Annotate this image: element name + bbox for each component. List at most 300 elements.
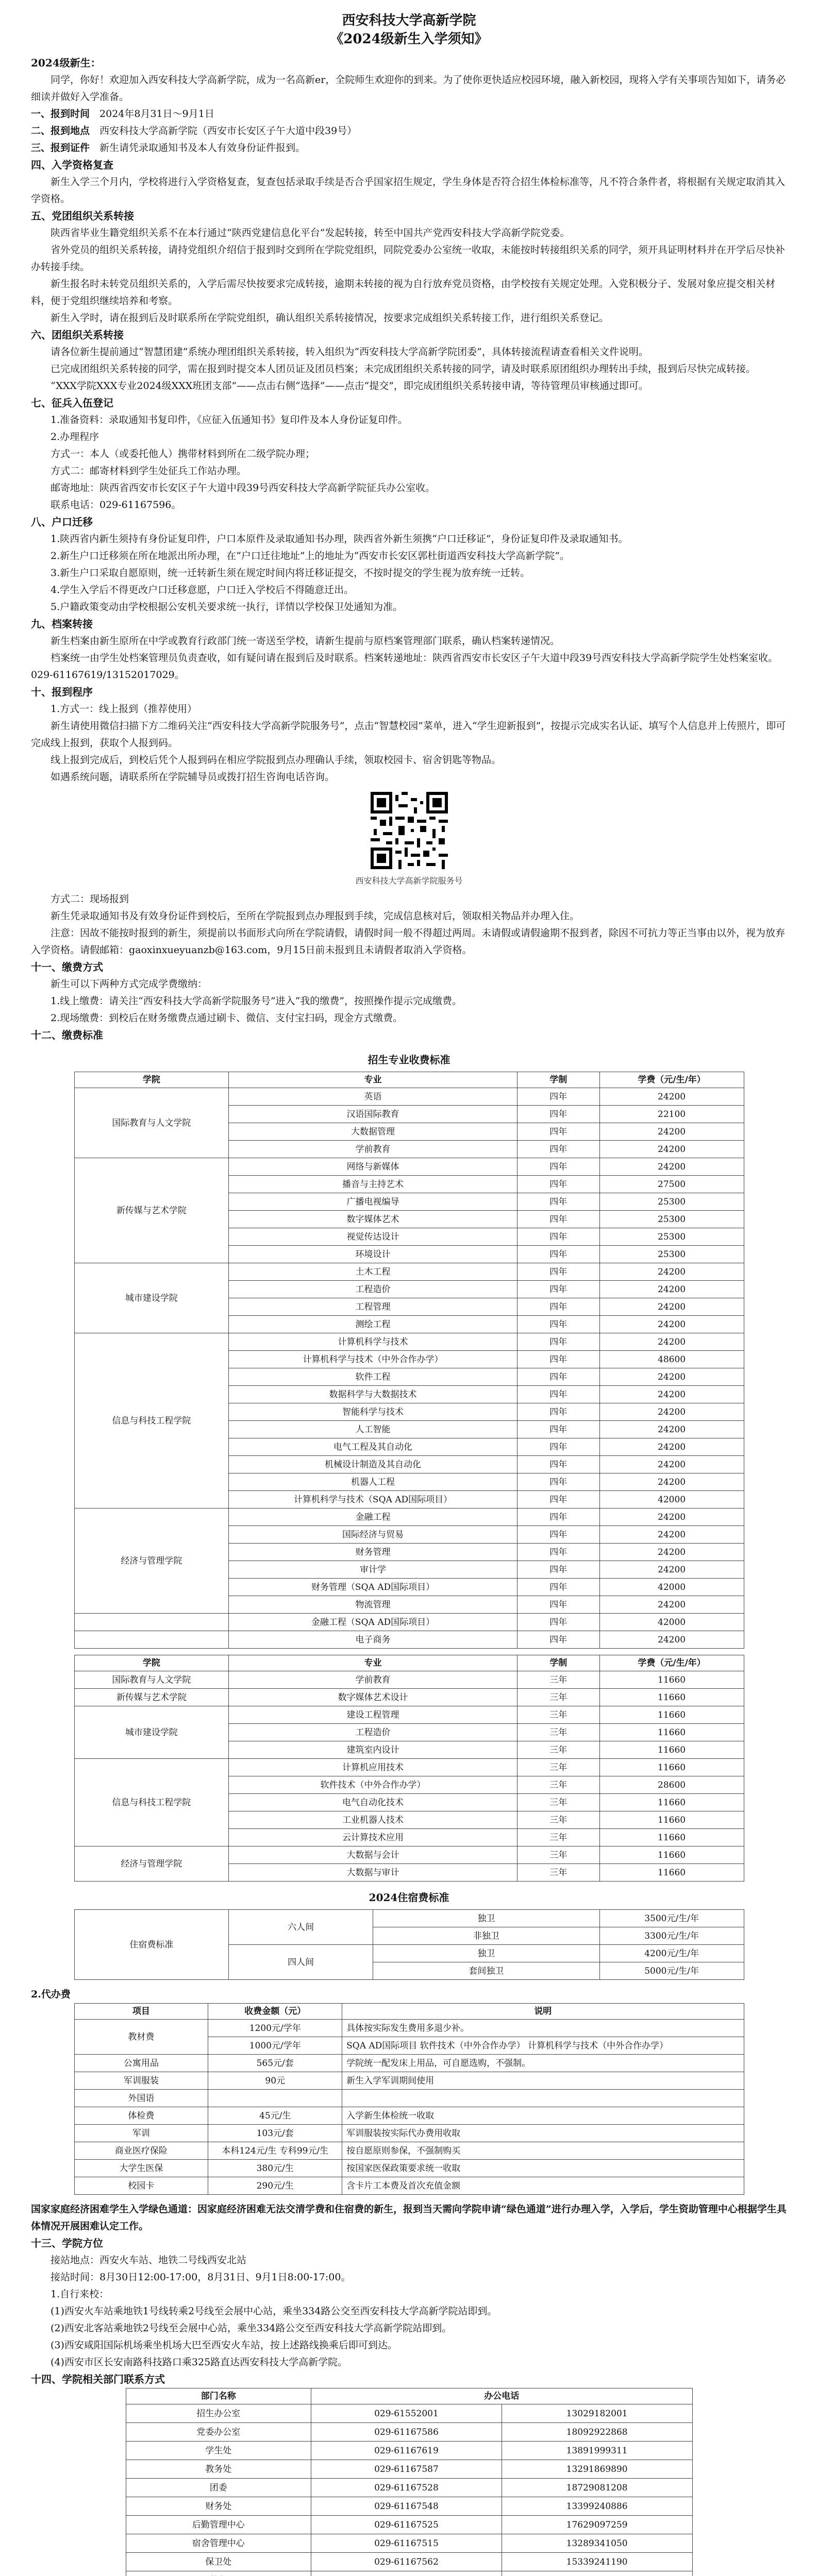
fee-years: 四年: [517, 1368, 599, 1386]
contact-mobile-phone: 17629097259: [502, 2516, 692, 2534]
fee-tuition: 24200: [599, 1421, 744, 1438]
fee-tuition: 24200: [599, 1333, 744, 1351]
fee2-years: 三年: [517, 1811, 599, 1829]
misc-amount: 90元: [208, 2072, 342, 2090]
reg-cert-line: [31, 140, 787, 157]
dorm-bath: 非独卫: [373, 1927, 600, 1945]
fee2-tuition: 11660: [599, 1724, 744, 1741]
fee-years: 四年: [517, 1596, 599, 1614]
fee2-major: 学前教育: [229, 1671, 517, 1689]
misc-amount: 1000元/学年: [208, 2037, 342, 2055]
fee-tuition: 24200: [599, 1438, 744, 1456]
contacts-table: [126, 2388, 693, 2576]
contact-dept: 保卫处: [126, 2553, 311, 2571]
misc-row: [74, 2125, 744, 2142]
fee-major: 环境设计: [229, 1246, 517, 1263]
contacts-head-dept: 部门名称: [126, 2388, 311, 2404]
reg-time-heading: 一、报到时间: [31, 108, 90, 120]
fee2-major: 软件技术（中外合作办学）: [229, 1776, 517, 1794]
misc-item: 外国语: [74, 2090, 208, 2107]
fee-major: 工程管理: [229, 1298, 517, 1316]
fee-tuition: 24200: [599, 1298, 744, 1316]
dorm-room-type: 四人间: [229, 1945, 373, 1980]
fee-years: 四年: [517, 1333, 599, 1351]
fee2-major: 电气自动化技术: [229, 1794, 517, 1811]
fee-row: [74, 1333, 744, 1351]
contacts-head-phone: 办公电话: [311, 2388, 692, 2404]
misc-row: [74, 2090, 744, 2107]
section-5-text-4: 新生入学时，请在报到后及时联系所在学院党组织，确认组织关系转接情况，按要求完成组织关系转接工作，进行组织关系登记。: [51, 312, 609, 324]
fee-years: 四年: [517, 1351, 599, 1368]
section-7-text-5: 邮寄地址：陕西省西安市长安区子午大道中段39号西安科技大学高新学院征兵办公室收。: [51, 482, 436, 494]
fee2-major: 建设工程管理: [229, 1706, 517, 1724]
section-5-text-1: 陕西省毕业生籍党组织关系不在本行通过“陕西党建信息化平台”发起转接，转至中国共产党西安科技大学高新学院党委。: [51, 227, 570, 239]
fee2-tuition: 11660: [599, 1829, 744, 1846]
misc-head-item: 项目: [74, 2004, 208, 2020]
section-5-text-2: 省外党员的组织关系转接，请持党组织介绍信于报到时交到所在学院党组织，同院党委办公室统一收取，未能按时转接组织关系的同学，须开具证明材料并在开学后尽快补办转接手续。: [31, 244, 786, 273]
dorm-label: 住宿费标准: [74, 1910, 229, 1980]
fee-years: 四年: [517, 1141, 599, 1158]
fee2-college: 城市建设学院: [74, 1706, 229, 1759]
contact-office-phone: 029-61167586: [311, 2423, 502, 2442]
contact-row: [126, 2460, 692, 2479]
misc-note: 按自愿原则参保，不强制购买: [342, 2142, 744, 2160]
fee-tuition: 24200: [599, 1561, 744, 1579]
dorm-price: 4200元/生/年: [599, 1945, 744, 1962]
fee-years: 四年: [517, 1509, 599, 1526]
misc-amount: 45元/生: [208, 2107, 342, 2125]
misc-note: 新生入学军训期间使用: [342, 2072, 744, 2090]
fee-major: 国际经济与贸易: [229, 1526, 517, 1544]
misc-amount: 565元/套: [208, 2055, 342, 2072]
fee2-major: 计算机应用技术: [229, 1759, 517, 1776]
dorm-bath: 独卫: [373, 1910, 600, 1927]
misc-table-header: [74, 2004, 744, 2020]
fee2-tuition: 11660: [599, 1794, 744, 1811]
fee2-table-header: [74, 1655, 744, 1671]
fee-tuition: 22100: [599, 1106, 744, 1123]
fee-years: 四年: [517, 1473, 599, 1491]
fee2-row: [74, 1759, 744, 1776]
contact-dept: 宿舍管理中心: [126, 2534, 311, 2553]
misc-amount: 380元/生: [208, 2160, 342, 2177]
section-13-text-4: (1)西安火车站乘地铁1号线转乘2号线至会展中心站，乘坐334路公交至西安科技大学高新学院站即到。: [51, 2306, 497, 2317]
section-7-text-1: 1.准备资料：录取通知书复印件，《应征入伍通知书》复印件及本人身份证复印件。: [51, 414, 408, 426]
fee-head-tuition: 学费（元/生/年）: [599, 1072, 744, 1088]
dorm-fee-table: [74, 1909, 744, 1980]
section-9-text-2: 档案统一由学生处档案管理员负责查收，如有疑问请在报到后及时联系。档案转递地址：陕西省西安市长安区子午大道中段39号西安科技大学高新学院学生处档案室收。: [51, 652, 778, 664]
misc-row: [74, 2107, 744, 2125]
dorm-price: 3300元/生/年: [599, 1927, 744, 1945]
fee-years: 四年: [517, 1106, 599, 1123]
misc-head-note: 说明: [342, 2004, 744, 2020]
contact-row: [126, 2404, 692, 2423]
fee2-years: 三年: [517, 1741, 599, 1759]
fee-major: 审计学: [229, 1561, 517, 1579]
section-8-heading: 八、户口迁移: [31, 516, 93, 528]
contact-mobile-phone: 13399240886: [502, 2497, 692, 2516]
section-13-text-2: 接站时间：8月30日12:00-17:00，8月31日、9月1日8:00-17:00。: [51, 2272, 351, 2283]
fee-years: 四年: [517, 1526, 599, 1544]
misc-row: [74, 2160, 744, 2177]
fee-college: 国际教育与人文学院: [74, 1088, 229, 1158]
section-5-text-3: 新生报名时未转党员组织关系的，入学后需尽快按要求完成转接，逾期未转接的视为自行放弃党员资格，由学校按有关规定处理。入党积极分子、发展对象应提交相关材料，便于党组织继续培养和考察。: [31, 278, 776, 307]
fee-row: [74, 1614, 744, 1631]
contact-dept: [126, 2571, 311, 2576]
section-13-text-1: 接站地点：西安火车站、地铁二号线西安北站: [51, 2255, 247, 2266]
misc-row: [74, 2020, 744, 2037]
fee2-major: 工程造价: [229, 1724, 517, 1741]
fee-major: 网络与新媒体: [229, 1158, 517, 1176]
misc-fee-table: [74, 2003, 744, 2195]
misc-item: 教材费: [74, 2020, 208, 2055]
contact-dept: 党委办公室: [126, 2423, 311, 2442]
section-6-text-1: 请各位新生提前通过“智慧团建”系统办理团组织关系转接，转入组织为“西安科技大学高新学院团委”，具体转接流程请查看相关文件说明。: [51, 346, 648, 358]
section-7-heading: 七、征兵入伍登记: [31, 397, 113, 409]
fee-tuition: 24200: [599, 1526, 744, 1544]
section-11-text-0: 新生可以下两种方式完成学费缴纳：: [51, 978, 208, 990]
fee2-years: 三年: [517, 1671, 599, 1689]
misc-amount: 290元/生: [208, 2177, 342, 2195]
fee2-row: [74, 1671, 744, 1689]
section-10-text-4: 如遇系统问题，请联系所在学院辅导员或拨打招生咨询电话咨询。: [51, 771, 335, 783]
section-10-text-7: 注意：因故不能按时报到的新生，须提前以书面形式向所在学院请假，请假时间一般不得超过两周。未请假或请假逾期不报到者，除因不可抗力等正当事由以外，视为放弃入学资格。请假邮箱：gaoxinxueyuanzb@163.com，9月15日前未报到且未请假者取消入学资格。: [31, 927, 786, 956]
contact-dept: 后勤管理中心: [126, 2516, 311, 2534]
contact-dept: 团委: [126, 2479, 311, 2497]
fee2-major: 大数据与会计: [229, 1846, 517, 1864]
section-9-text-1: 新生档案由新生原所在中学或教育行政部门统一寄送至学校，请新生提前与原档案管理部门联系，确认档案转递情况。: [51, 635, 560, 647]
contact-mobile-phone: 13289341050: [502, 2534, 692, 2553]
fee-tuition: 24200: [599, 1316, 744, 1333]
fee2-row: [74, 1706, 744, 1724]
misc-item: 军训服装: [74, 2072, 208, 2090]
section-7-text-4: 方式二：邮寄材料到学生处征兵工作站办理。: [51, 465, 247, 477]
fee-tuition: 24200: [599, 1509, 744, 1526]
fee-major: 数字媒体艺术: [229, 1211, 517, 1228]
section-4-heading: 四、入学资格复查: [31, 159, 113, 171]
misc-note: 学院统一配发床上用品，可自愿选购，不强制。: [342, 2055, 744, 2072]
contact-dept: 学生处: [126, 2442, 311, 2460]
fee-tuition: 24200: [599, 1596, 744, 1614]
section-10-text-1: 1.方式一：线上报到（推荐使用）: [51, 703, 197, 715]
fee2-tuition: 11660: [599, 1689, 744, 1706]
qr-caption: 西安科技大学高新学院服务号: [355, 876, 463, 886]
fee-tuition: 48600: [599, 1351, 744, 1368]
reg-place-heading: 二、报到地点: [31, 125, 90, 137]
misc-note: 按国家医保政策要求统一收取: [342, 2160, 744, 2177]
contact-dept: 招生办公室: [126, 2404, 311, 2423]
fee2-years: 三年: [517, 1689, 599, 1706]
contact-mobile-phone: 15339241190: [502, 2553, 692, 2571]
fee-tuition: 24200: [599, 1141, 744, 1158]
fee-tuition: 24200: [599, 1123, 744, 1141]
fee2-years: 三年: [517, 1794, 599, 1811]
misc-item: 商业医疗保险: [74, 2142, 208, 2160]
contact-row: [126, 2534, 692, 2553]
fee-years: 四年: [517, 1211, 599, 1228]
section-13-text-5: (2)西安北客站乘地铁2号线至会展中心站，乘坐334路公交至西安科技大学高新学院站即到。: [51, 2323, 452, 2334]
section-7-text-6: 联系电话：029-61167596。: [51, 499, 181, 511]
fee-tuition: 24200: [599, 1368, 744, 1386]
section-11-heading: 十一、缴费方式: [31, 961, 103, 973]
section-8-text-2: 2.新生户口迁移须在所在地派出所办理，在“户口迁往地址”上的地址为“西安市长安区郭杜街道西安科技大学高新学院”。: [51, 550, 570, 562]
dorm-price: 3500元/生/年: [599, 1910, 744, 1927]
misc-note: 含卡片工本费及首次充值金额: [342, 2177, 744, 2195]
misc-amount: 1200元/学年: [208, 2020, 342, 2037]
misc-note: 入学新生体检统一收取: [342, 2107, 744, 2125]
misc-amount: [208, 2090, 342, 2107]
fee-table-title: 招生专业收费标准: [368, 1054, 450, 1066]
qr-code-icon: [371, 792, 448, 869]
fee-major: 财务管理（SQA AD国际项目）: [229, 1579, 517, 1596]
fee-years: 四年: [517, 1298, 599, 1316]
fee-major: 智能科学与技术: [229, 1403, 517, 1421]
reg-place-line: [31, 123, 787, 140]
fee-major: 财务管理: [229, 1544, 517, 1561]
section-13-text-6: (3)西安咸阳国际机场乘坐机场大巴至西安火车站，按上述路线换乘后即可到达。: [51, 2340, 397, 2351]
section-14-heading: 十四、学院相关部门联系方式: [31, 2373, 165, 2385]
fee-years: 四年: [517, 1176, 599, 1193]
misc-head-amount: 收费金额（元）: [208, 2004, 342, 2020]
section-10-text-2: 新生请使用微信扫描下方二维码关注“西安科技大学高新学院服务号”，点击“智慧校园”菜单，进入“学生迎新报到”，按提示完成实名认证、填写个人信息并上传照片，即可完成线上报到，获取个人报到码。: [31, 720, 786, 749]
fee2-head-tuition: 学费（元/生/年）: [599, 1655, 744, 1671]
fee2-years: 三年: [517, 1846, 599, 1864]
reg-time-line: [31, 106, 787, 123]
fee-years: 四年: [517, 1316, 599, 1333]
fee-years: 四年: [517, 1438, 599, 1456]
contact-mobile-phone: 18092922868: [502, 2423, 692, 2442]
fee-years: 四年: [517, 1193, 599, 1211]
intro-paragraph: 同学，你好！欢迎加入西安科技大学高新学院，成为一名高新er，全院师生欢迎你的到来。为了使你更快适应校园环境，融入新校园，现将入学有关事项告知如下，请务必细读并做好入学准备。: [31, 74, 786, 103]
section-7-text-2: 2.办理程序: [51, 431, 99, 443]
fee-tuition: 24200: [599, 1158, 744, 1176]
fee2-college: 新传媒与艺术学院: [74, 1689, 229, 1706]
misc-note: [342, 2090, 744, 2107]
contact-row: [126, 2442, 692, 2460]
dorm-row: [74, 1910, 744, 1927]
fee-years: 四年: [517, 1158, 599, 1176]
fee2-major: 云计算技术应用: [229, 1829, 517, 1846]
contact-office-phone: 029-61167548: [311, 2497, 502, 2516]
reg-cert: 新生请凭录取通知书及本人有效身份证件报到。: [99, 142, 306, 154]
fee2-major: 工业机器人技术: [229, 1811, 517, 1829]
reg-cert-heading: 三、报到证件: [31, 142, 90, 154]
fee-tuition: 24200: [599, 1088, 744, 1106]
misc-row: [74, 2055, 744, 2072]
section-13-heading: 十三、学院方位: [31, 2237, 103, 2249]
misc-note: SQA AD国际项目 软件技术（中外合作办学） 计算机科学与技术（中外合作办学）: [342, 2037, 744, 2055]
fee-college: 信息与科技工程学院: [74, 1333, 229, 1509]
contact-mobile-phone: 13891999311: [502, 2442, 692, 2460]
misc-row: [74, 2072, 744, 2090]
fee-college-empty: [74, 1631, 229, 1649]
fee2-head-years: 学制: [517, 1655, 599, 1671]
misc-row: [74, 2142, 744, 2160]
contact-office-phone: [311, 2571, 502, 2576]
fee2-row: [74, 1846, 744, 1864]
fee-major: 人工智能: [229, 1421, 517, 1438]
contact-office-phone: 029-61167515: [311, 2534, 502, 2553]
fee2-college: 经济与管理学院: [74, 1846, 229, 1882]
misc-item: 军训: [74, 2125, 208, 2142]
fee2-head-major: 专业: [229, 1655, 517, 1671]
fee-major: 汉语国际教育: [229, 1106, 517, 1123]
section-10-heading: 十、报到程序: [31, 686, 93, 698]
contact-office-phone: 029-61167619: [311, 2442, 502, 2460]
fee-years: 四年: [517, 1123, 599, 1141]
fee2-college: 国际教育与人文学院: [74, 1671, 229, 1689]
misc-note: 军训服装按实际代办费用收取: [342, 2125, 744, 2142]
fee-major: 物流管理: [229, 1596, 517, 1614]
fee2-tuition: 11660: [599, 1671, 744, 1689]
contact-office-phone: 029-61167587: [311, 2460, 502, 2479]
greeting: 2024级新生：: [31, 57, 101, 69]
fee-major: 工程造价: [229, 1281, 517, 1298]
fee-years: 四年: [517, 1088, 599, 1106]
fee-major: 英语: [229, 1088, 517, 1106]
fee-tuition: 25300: [599, 1228, 744, 1246]
fee-major: 机器人工程: [229, 1473, 517, 1491]
contact-row: [126, 2571, 692, 2576]
contact-office-phone: 029-61552001: [311, 2404, 502, 2423]
misc-amount: 103元/套: [208, 2125, 342, 2142]
fee-head-years: 学制: [517, 1072, 599, 1088]
fee-major: 数据科学与大数据技术: [229, 1386, 517, 1403]
misc-item: 校园卡: [74, 2177, 208, 2195]
fee-major: 电子商务: [229, 1631, 517, 1649]
contact-office-phone: 029-61167525: [311, 2516, 502, 2534]
fee2-years: 三年: [517, 1829, 599, 1846]
fee2-tuition: 11660: [599, 1846, 744, 1864]
contacts-header: [126, 2388, 692, 2404]
fee-college: 新传媒与艺术学院: [74, 1158, 229, 1263]
fee2-tuition: 11660: [599, 1706, 744, 1724]
fee-major: 计算机科学与技术（中外合作办学）: [229, 1351, 517, 1368]
fee2-tuition: 28600: [599, 1776, 744, 1794]
fee-years: 四年: [517, 1386, 599, 1403]
school-name: 西安科技大学高新学院: [342, 13, 476, 28]
section-8-text-1: 1.陕西省内新生须持有身份证复印件，户口本原件及录取通知书办理，陕西省外新生须携“户口迁移证”，身份证复印件及录取通知书。: [51, 533, 628, 545]
contact-mobile-phone: 18729081208: [502, 2479, 692, 2497]
fee-tuition: 24200: [599, 1456, 744, 1473]
misc-row: [74, 2177, 744, 2195]
fee-major: 学前教育: [229, 1141, 517, 1158]
fee2-tuition: 11660: [599, 1864, 744, 1882]
fee2-tuition: 11660: [599, 1741, 744, 1759]
section-4-text: 新生入学三个月内，学校将进行入学资格复查，复查包括录取手续是否合乎国家招生规定，学生身体是否符合招生体检标准等，凡不符合条件者，将根据有关规定取消其入学资格。: [31, 176, 786, 205]
section-6-text-2: 已完成团组织关系转接的同学，需在报到时提交本人团员证及团员档案；未完成团组织关系转接的同学，请及时联系原团组织办理转出手续，报到后尽快完成转接。: [51, 363, 756, 375]
fee-years: 四年: [517, 1579, 599, 1596]
contact-mobile-phone: 13029182001: [502, 2404, 692, 2423]
fee-head-college: 学院: [74, 1072, 229, 1088]
fee2-years: 三年: [517, 1776, 599, 1794]
fee-tuition: 42000: [599, 1579, 744, 1596]
fee2-row: [74, 1689, 744, 1706]
dorm-room-type: 六人间: [229, 1910, 373, 1945]
fee2-years: 三年: [517, 1724, 599, 1741]
fee-years: 四年: [517, 1421, 599, 1438]
fee-years: 四年: [517, 1456, 599, 1473]
section-13-text-7: (4)西安市区长安南路科技路口乘325路直达西安科技大学高新学院。: [51, 2357, 348, 2368]
section-11-text-2: 2.现场缴费：到校后在财务缴费点通过刷卡、微信、支付宝扫码，现金方式缴费。: [51, 1012, 403, 1024]
fee-table-header: [74, 1072, 744, 1088]
reg-place: 西安科技大学高新学院（西安市长安区子午大道中段39号）: [99, 125, 357, 137]
misc-item: 公寓用品: [74, 2055, 208, 2072]
fee-years: 四年: [517, 1631, 599, 1649]
fee2-years: 三年: [517, 1706, 599, 1724]
section-10-text-5: 方式二：现场报到: [51, 893, 129, 905]
fee-major: 机械设计制造及其自动化: [229, 1456, 517, 1473]
section-6-heading: 六、团组织关系转接: [31, 329, 124, 341]
section-6-text-3: “XXX学院XXX专业2024级XXX班团支部”——点击右侧“选择”——点击“提交”，即完成团组织关系转接申请，等待管理员审核通过即可。: [51, 380, 648, 392]
fee-years: 四年: [517, 1544, 599, 1561]
fee-years: 四年: [517, 1403, 599, 1421]
fee2-head-college: 学院: [74, 1655, 229, 1671]
fee-tuition: 24200: [599, 1403, 744, 1421]
fee-row: [74, 1263, 744, 1281]
section-11-text-1: 1.线上缴费：请关注“西安科技大学高新学院服务号”进入“我的缴费”，按照操作提示完成缴费。: [51, 995, 462, 1007]
dorm-table-title: 2024住宿费标准: [369, 1891, 449, 1904]
fee-major: 广播电视编导: [229, 1193, 517, 1211]
wechat-qr-code[interactable]: [31, 792, 787, 871]
fee-college-empty: [74, 1614, 229, 1631]
fee-tuition: 24200: [599, 1263, 744, 1281]
fee-head-major: 专业: [229, 1072, 517, 1088]
contact-mobile-phone: 13291869890: [502, 2460, 692, 2479]
fee-tuition: 27500: [599, 1176, 744, 1193]
fee2-tuition: 11660: [599, 1811, 744, 1829]
section-9-text-3: 029-61167619/13152017029。: [31, 669, 185, 681]
college-fee-table: [74, 1655, 744, 1882]
fee-college: 经济与管理学院: [74, 1509, 229, 1614]
contact-dept: 财务处: [126, 2497, 311, 2516]
contact-row: [126, 2516, 692, 2534]
fee-tuition: 25300: [599, 1246, 744, 1263]
fee2-years: 三年: [517, 1864, 599, 1882]
fee-major: 土木工程: [229, 1263, 517, 1281]
fee-major: 大数据管理: [229, 1123, 517, 1141]
fee-major: 视觉传达设计: [229, 1228, 517, 1246]
fee-college: 城市建设学院: [74, 1263, 229, 1333]
fee-major: 测绘工程: [229, 1316, 517, 1333]
fee-years: 四年: [517, 1614, 599, 1631]
document-title: 《2024级新生入学须知》: [330, 31, 488, 47]
fee-tuition: 24200: [599, 1631, 744, 1649]
contact-mobile-phone: [502, 2571, 692, 2576]
fee-row: [74, 1631, 744, 1649]
section-5-heading: 五、党团组织关系转接: [31, 210, 134, 222]
reg-time: 2024年8月31日～9月1日: [99, 108, 214, 120]
fee-tuition: 24200: [599, 1473, 744, 1491]
contact-row: [126, 2479, 692, 2497]
fee2-major: 大数据与审计: [229, 1864, 517, 1882]
section-13-text-3: 1.自行来校：: [51, 2289, 109, 2300]
fee2-major: 建筑室内设计: [229, 1741, 517, 1759]
section-12-heading: 十二、缴费标准: [31, 1029, 103, 1041]
fee-major: 电气工程及其自动化: [229, 1438, 517, 1456]
fee-years: 四年: [517, 1281, 599, 1298]
fee-major: 计算机科学与技术（SQA AD国际项目）: [229, 1491, 517, 1509]
fee-tuition: 24200: [599, 1281, 744, 1298]
section-8-text-4: 4.学生入学后不得更改户口迁移意愿，户口迁入学校后不得随意迁出。: [51, 584, 354, 596]
section-10-text-3: 线上报到完成后，到校后凭个人报到码在相应学院报到点办理确认手续，领取校园卡、宿舍钥匙等物品。: [51, 754, 502, 766]
misc-item: 体检费: [74, 2107, 208, 2125]
fee-tuition: 42000: [599, 1491, 744, 1509]
fee2-years: 三年: [517, 1759, 599, 1776]
fee-tuition: 42000: [599, 1614, 744, 1631]
section-8-text-3: 3.新生户口采取自愿原则，统一迁转新生须在规定时间内将迁移证提交，不按时提交的学生视为放弃统一迁转。: [51, 567, 530, 579]
fee2-college: 信息与科技工程学院: [74, 1759, 229, 1846]
